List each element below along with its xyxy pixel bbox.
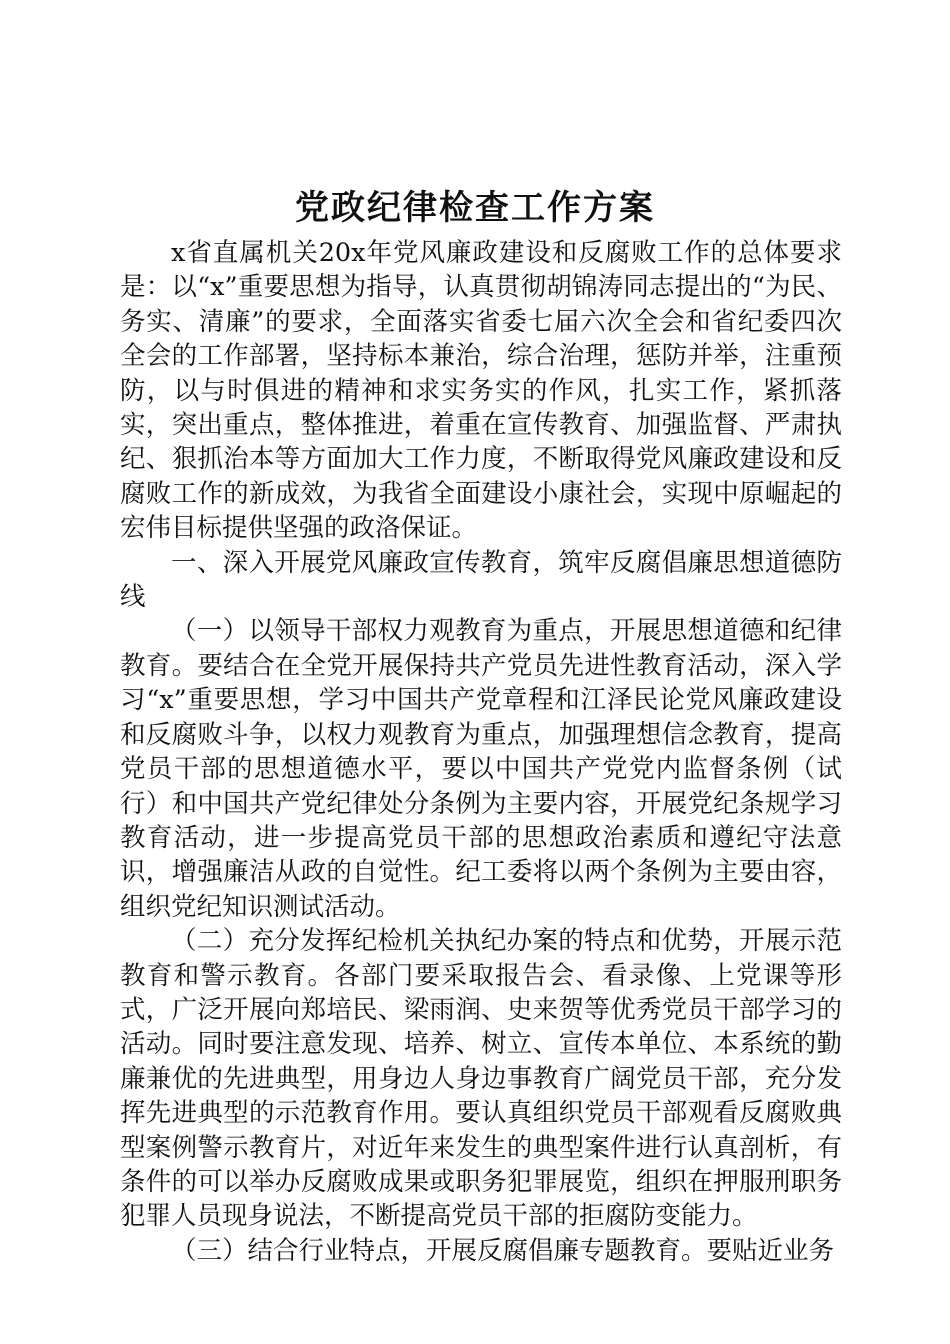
paragraph-item-1: （一）以领导干部权力观教育为重点，开展思想道德和纪律教育。要结合在全党开展保持共产党员先进性教育活动，深入学习“x”重要思想，学习中国共产党章程和江泽民论党风廉政建设和反腐败斗争，以权力观教育为重点，加强理想信念教育，提高党员干部的思想道德水平，要以中国共产党党内监督条例（试行）和中国共产党纪律处分条例为主要内容，开展党纪条规学习教育活动，进一步提高党员干部的思想政治素质和遵纪守法意识，增强廉洁从政的自觉性。纪工委将以两个条例为主要由容，组织党纪知识测试活动。 [120,616,842,922]
document-body [120,236,842,1268]
section-heading-1: 一、深入开展党风廉政宣传教育，筑牢反腐倡廉思想道德防线 [120,547,842,613]
paragraph-item-2: （二）充分发挥纪检机关执纪办案的特点和优势，开展示范教育和警示教育。各部门要采取报告会、看录像、上党课等形式，广泛开展向郑培民、梁雨润、史来贺等优秀党员干部学习的活动。同时要注意发现、培养、树立、宣传本单位、本系统的勤廉兼优的先进典型，用身边人身边事教育广阔党员干部，充分发挥先进典型的示范教育作用。要认真组织党员干部观看反腐败典型案例警示教育片，对近年来发生的典型案件进行认真剖析，有条件的可以举办反腐败成果或职务犯罪展览，组织在押服刑职务犯罪人员现身说法，不断提高党员干部的拒腐防变能力。 [120,926,842,1232]
paragraph-item-3: （三）结合行业特点，开展反腐倡廉专题教育。要贴近业务 [171,1235,835,1266]
paragraph-intro: x省直属机关20x年党风廉政建设和反腐败工作的总体要求是：以“x”重要思想为指导，认真贯彻胡锦涛同志提出的“为民、务实、清廉”的要求，全面落实省委七届六次全会和省纪委四次全会的工作部署，坚持标本兼治，综合治理，惩防并举，注重预防，以与时俱进的精神和求实务实的作风，扎实工作，紧抓落实，突出重点，整体推进，着重在宣传教育、加强监督、严肃执纪、狠抓治本等方面加大工作力度，不断取得党风廉政建设和反腐败工作的新成效，为我省全面建设小康社会，实现中原崛起的宏伟目标提供坚强的政洛保证。 [120,238,842,544]
document-title: 党政纪律检查工作方案 [295,188,655,228]
